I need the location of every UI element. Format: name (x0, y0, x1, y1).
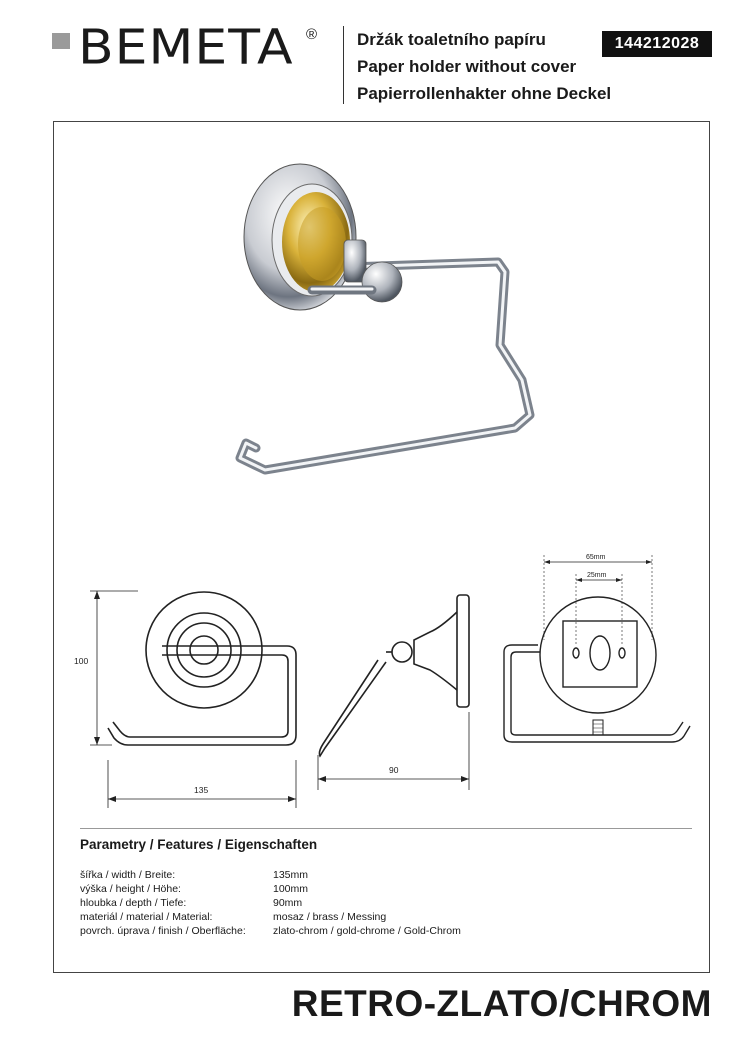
spec-value-height: 100mm (273, 883, 309, 895)
back-view-drawing (504, 555, 690, 742)
spec-label-depth: hloubka / depth / Tiefe: (80, 897, 187, 909)
title-english: Paper holder without cover (357, 57, 577, 76)
dimension-height: 100 (74, 656, 89, 666)
dimension-outer-spacing: 65mm (586, 554, 606, 561)
features-heading: Parametry / Features / Eigenschaften (80, 837, 318, 852)
brand-logo: BEMETA (78, 20, 294, 76)
spec-value-material: mosaz / brass / Messing (273, 911, 387, 923)
title-german: Papierrollenhakter ohne Deckel (357, 84, 612, 103)
spec-label-height: výška / height / Höhe: (80, 883, 181, 895)
spec-value-finish: zlato-chrom / gold-chrome / Gold-Chrom (273, 925, 461, 937)
spec-label-finish: povrch. úprava / finish / Oberfläche: (80, 925, 246, 937)
registered-mark: ® (306, 26, 318, 43)
spec-value-depth: 90mm (273, 897, 303, 909)
product-code-badge: 144212028 (602, 31, 712, 57)
dimension-depth: 90 (389, 765, 399, 775)
spec-label-material: materiál / material / Material: (80, 911, 213, 923)
dimension-width: 135 (194, 785, 209, 795)
front-view-drawing (90, 591, 296, 808)
spec-label-width: šířka / width / Breite: (80, 869, 176, 881)
product-photo (240, 164, 530, 470)
side-view-drawing (318, 595, 469, 790)
features-divider (80, 828, 692, 829)
collection-title: RETRO-ZLATO/CHROM (291, 983, 712, 1024)
spec-value-width: 135mm (273, 869, 309, 881)
title-czech: Držák toaletního papíru (357, 30, 546, 49)
dimension-inner-spacing: 25mm (587, 572, 607, 579)
